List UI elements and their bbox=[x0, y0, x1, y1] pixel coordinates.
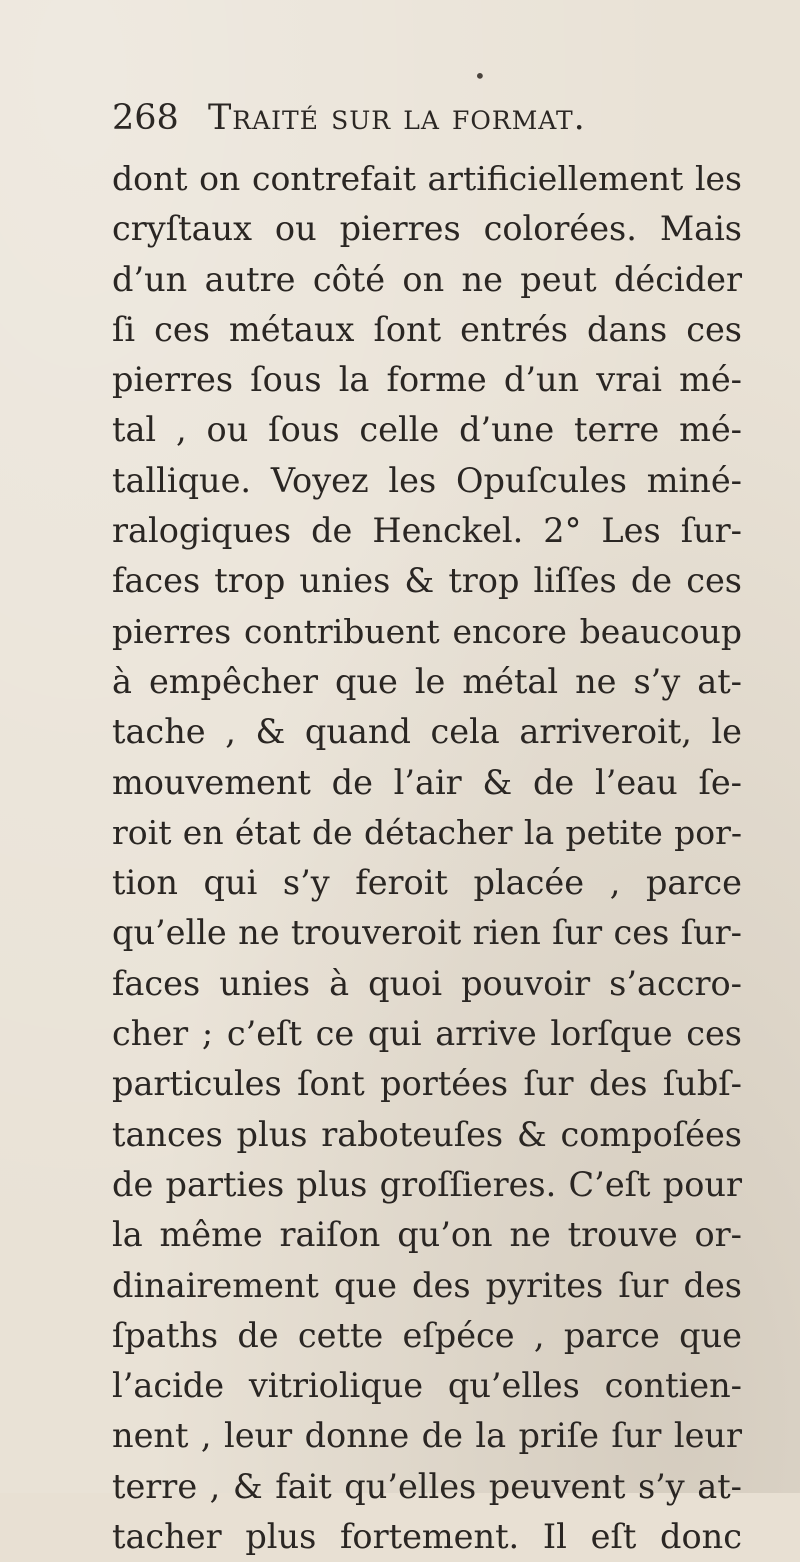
running-header bbox=[112, 98, 586, 148]
page-number: 268 bbox=[112, 98, 179, 138]
text-line: faces unies à quoi pouvoir s’accro- bbox=[112, 963, 742, 1003]
text-line: dinairement que des pyrites ſur des bbox=[112, 1265, 742, 1305]
text-line: dont on contrefait artificiellement les bbox=[112, 159, 742, 198]
text-line: tal , ou ſous celle d’une terre mé- bbox=[112, 410, 742, 450]
text-line: terre , & fait qu’elles peuvent s’y at- bbox=[112, 1466, 742, 1506]
text-line: pierres contribuent encore beaucoup bbox=[112, 611, 742, 651]
text-line: tion qui s’y feroit placée , parce bbox=[112, 863, 742, 903]
text-line: tallique. Voyez les Opuſcules miné- bbox=[112, 460, 742, 500]
text-line: tache , & quand cela arriveroit, le bbox=[112, 712, 742, 752]
running-title: Traité sur la format. bbox=[207, 98, 586, 138]
text-line: à empêcher que le métal ne s’y at- bbox=[112, 661, 742, 701]
text-line: qu’elle ne trouveroit rien ſur ces ſur- bbox=[112, 913, 742, 953]
text-line: l’acide vitriolique qu’elles contien- bbox=[112, 1366, 742, 1406]
text-line: faces trop unies & trop liſſes de ces bbox=[112, 561, 742, 601]
text-line: la même raiſon qu’on ne trouve or- bbox=[112, 1215, 742, 1255]
text-line: de parties plus groſſieres. C’eſt pour bbox=[112, 1164, 742, 1204]
text-line: particules ſont portées ſur des ſubſ- bbox=[112, 1064, 742, 1104]
text-line: cher ; c’eſt ce qui arrive lorſque ces bbox=[112, 1014, 742, 1054]
text-line: tacher plus fortement. Il eſt donc bbox=[112, 1517, 742, 1557]
text-line: tances plus raboteuſes & compoſées bbox=[112, 1114, 742, 1154]
text-line: d’un autre côté on ne peut décider bbox=[112, 259, 742, 299]
ink-mark: • bbox=[474, 64, 486, 88]
text-line: cryſtaux ou pierres colorées. Mais bbox=[112, 209, 742, 249]
text-line: ſi ces métaux ſont entrés dans ces bbox=[112, 309, 742, 349]
text-line: nent , leur donne de la priſe ſur leur bbox=[112, 1416, 742, 1456]
text-line: ſpaths de cette eſpéce , parce que bbox=[112, 1315, 742, 1355]
text-line: ralogiques de Henckel. 2° Les ſur- bbox=[112, 511, 742, 551]
text-line: roit en état de détacher la petite por- bbox=[112, 812, 742, 852]
body-text bbox=[112, 154, 742, 1562]
text-line: pierres ſous la forme d’un vrai mé- bbox=[112, 360, 742, 400]
text-line: mouvement de l’air & de l’eau ſe- bbox=[112, 762, 742, 802]
